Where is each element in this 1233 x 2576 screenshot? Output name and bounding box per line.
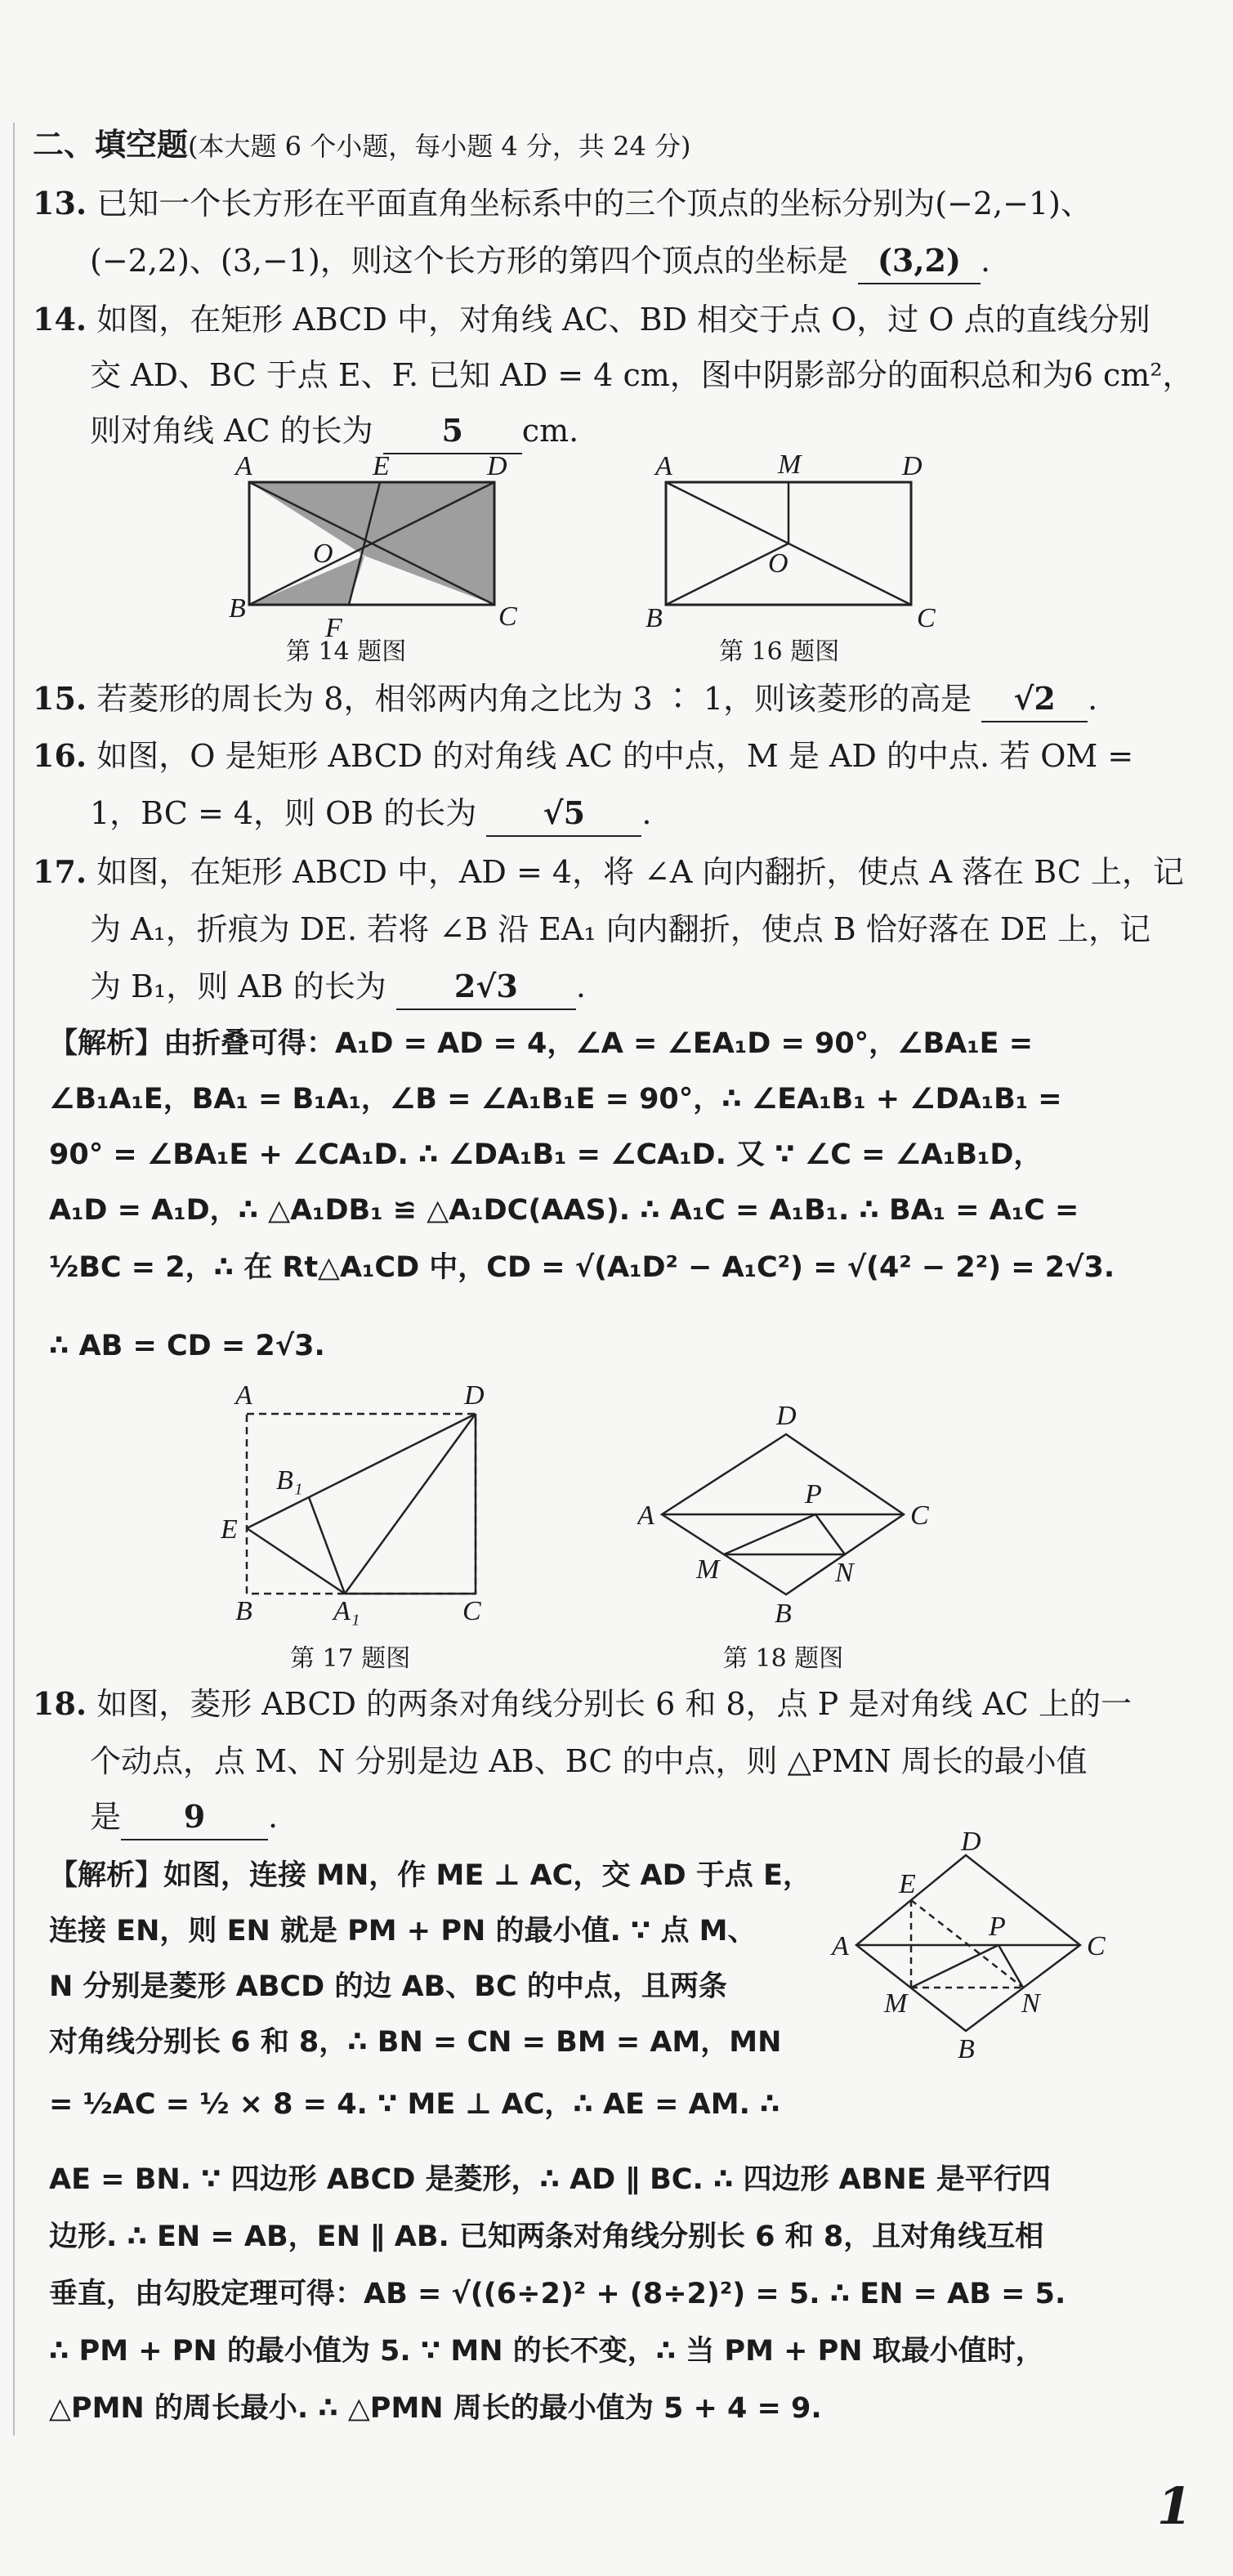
q17-line3: 为 B₁，则 AB 的长为 2√3 . xyxy=(90,964,586,1010)
fig17-caption: 第 17 题图 xyxy=(290,1644,411,1673)
fig14-label-C: C xyxy=(498,602,517,632)
fig18-label-N: N xyxy=(835,1558,854,1588)
q17-line1: 17. 如图，在矩形 ABCD 中，AD = 4，将 ∠A 向内翻折，使点 A 落在 BC 上，记 xyxy=(33,853,1184,890)
sol18-line8: 垂直，由勾股定理可得：AB = √((6÷2)² + (8÷2)²) = 5. ∴ EN = AB = 5. xyxy=(49,2278,1066,2310)
fig18b-label-B: B xyxy=(958,2034,975,2064)
fig18b-label-M: M xyxy=(884,1988,908,2019)
sol17-line2: ∠B₁A₁E，BA₁ = B₁A₁，∠B = ∠A₁B₁E = 90°，∴ ∠EA₁B₁ + ∠DA₁B₁ = xyxy=(49,1083,1062,1116)
figure-18-solution xyxy=(825,1831,1136,2068)
fig18-caption: 第 18 题图 xyxy=(723,1644,844,1673)
margin-rule xyxy=(13,123,15,2435)
fig14-label-A: A xyxy=(235,454,252,481)
fig17-label-A1: A₁ xyxy=(333,1596,360,1626)
fig16-label-O: O xyxy=(768,548,788,579)
sol18-line1: 【解析】如图，连接 MN，作 ME ⊥ AC，交 AD 于点 E， xyxy=(49,1859,811,1892)
fig16-label-B: B xyxy=(646,603,663,633)
fig18b-label-D: D xyxy=(961,1831,981,1857)
fig16-label-M: M xyxy=(778,454,802,480)
fig18-label-P: P xyxy=(805,1479,822,1509)
q14-line1: 14. 如图，在矩形 ABCD 中，对角线 AC、BD 相交于点 O，过 O 点的直线分别 xyxy=(33,301,1150,338)
sol18-line7: 边形. ∴ EN = AB，EN ∥ AB. 已知两条对角线分别长 6 和 8，且对角线互相 xyxy=(49,2220,1044,2253)
fig17-label-B: B xyxy=(235,1596,252,1626)
sol17-line1: 【解析】由折叠可得：A₁D = AD = 4，∠A = ∠EA₁D = 90°，∠BA₁E = xyxy=(49,1027,1034,1060)
sol17-line3: 90° = ∠BA₁E + ∠CA₁D. ∴ ∠DA₁B₁ = ∠CA₁D. 又 ∵ ∠C = ∠A₁B₁D， xyxy=(49,1138,1043,1171)
q18-answer: 9 xyxy=(121,1795,268,1840)
q16-line1: 16. 如图，O 是矩形 ABCD 的对角线 AC 的中点，M 是 AD 的中点. 若 OM = xyxy=(33,737,1134,774)
q13-answer: (3,2) xyxy=(858,239,981,284)
fig18-label-M: M xyxy=(696,1554,720,1585)
fig17-label-E: E xyxy=(221,1514,238,1545)
fig18-label-A: A xyxy=(637,1500,654,1531)
q14-answer: 5 xyxy=(383,409,522,454)
q18-line2: 个动点，点 M、N 分别是边 AB、BC 的中点，则 △PMN 周长的最小值 xyxy=(90,1743,1088,1779)
fig17-label-C: C xyxy=(462,1596,481,1626)
fig14-label-B: B xyxy=(229,593,246,624)
fig17-label-B1: B₁ xyxy=(276,1465,303,1496)
q16-answer: √5 xyxy=(486,791,641,837)
sol18-line9: ∴ PM + PN 的最小值为 5. ∵ MN 的长不变，∴ 当 PM + PN 取最小值时， xyxy=(49,2335,1044,2368)
sol18-line10: △PMN 的周长最小. ∴ △PMN 周长的最小值为 5 + 4 = 9. xyxy=(49,2392,822,2425)
fig17-label-A: A xyxy=(235,1381,252,1411)
fig18b-label-N: N xyxy=(1021,1988,1040,2019)
sol18-line3: N 分别是菱形 ABCD 的边 AB、BC 的中点，且两条 xyxy=(49,1970,727,2003)
fig18-label-D: D xyxy=(776,1401,797,1431)
sol17-line4: A₁D = A₁D，∴ △A₁DB₁ ≌ △A₁DC(AAS). ∴ A₁C = A₁B₁. ∴ BA₁ = A₁C = xyxy=(49,1194,1079,1227)
fig14-shade-bottom xyxy=(249,556,364,605)
sol17-line6: ∴ AB = CD = 2√3. xyxy=(49,1330,325,1362)
q15-line: 15. 若菱形的周长为 8，相邻两内角之比为 3 ∶ 1，则该菱形的高是 √2 . xyxy=(33,677,1097,722)
fig17-label-D: D xyxy=(464,1381,485,1411)
q13-line1: 13. 已知一个长方形在平面直角坐标系中的三个顶点的坐标分别为(−2,−1)、 xyxy=(33,185,1092,221)
figure-17 xyxy=(221,1381,515,1626)
figure-16 xyxy=(646,454,948,642)
q14-line2: 交 AD、BC 于点 E、F. 已知 AD = 4 cm，图中阴影部分的面积总和为6 cm²， xyxy=(90,357,1194,393)
fig14-label-F: F xyxy=(325,613,342,642)
page-number: 1 xyxy=(1156,2476,1192,2536)
figure-14 xyxy=(229,454,523,642)
fig14-label-D: D xyxy=(487,454,507,481)
sol18-line2: 连接 EN，则 EN 就是 PM + PN 的最小值. ∵ 点 M、 xyxy=(49,1915,757,1948)
section-heading: 二、填空题(本大题 6 个小题，每小题 4 分，共 24 分) xyxy=(33,126,691,163)
fig16-label-D: D xyxy=(902,454,923,481)
q17-answer: 2√3 xyxy=(396,964,576,1010)
sol18-line5: = ½AC = ½ × 8 = 4. ∵ ME ⊥ AC，∴ AE = AM. ∴ xyxy=(49,2088,780,2121)
fig18b-label-A: A xyxy=(832,1931,849,1961)
fig18b-label-P: P xyxy=(989,1912,1006,1942)
fig14-caption: 第 14 题图 xyxy=(286,637,407,666)
q14-line3: 则对角线 AC 的长为 5 cm. xyxy=(90,409,579,454)
fig16-label-C: C xyxy=(917,603,936,633)
q15-answer: √2 xyxy=(981,677,1088,722)
fig14-label-E: E xyxy=(373,454,390,481)
fig18b-label-C: C xyxy=(1087,1931,1106,1961)
sol17-line5: ½BC = 2，∴ 在 Rt△A₁CD 中，CD = √(A₁D² − A₁C²) = √(4² − 2²) = 2√3. xyxy=(49,1251,1115,1284)
q17-line2: 为 A₁，折痕为 DE. 若将 ∠B 沿 EA₁ 向内翻折，使点 B 恰好落在 DE 上，记 xyxy=(90,911,1151,947)
sol18-line6: AE = BN. ∵ 四边形 ABCD 是菱形，∴ AD ∥ BC. ∴ 四边形 ABNE 是平行四 xyxy=(49,2163,1051,2196)
fig18-label-C: C xyxy=(910,1500,929,1531)
q18-line3: 是 9 . xyxy=(90,1795,278,1840)
figure-18 xyxy=(637,1393,948,1626)
fig18b-label-E: E xyxy=(899,1869,916,1899)
q18-line1: 18. 如图，菱形 ABCD 的两条对角线分别长 6 和 8，点 P 是对角线 AC 上的一 xyxy=(33,1685,1132,1722)
q16-line2: 1，BC = 4，则 OB 的长为 √5 . xyxy=(90,791,651,837)
q13-line2: (−2,2)、(3,−1)，则这个长方形的第四个顶点的坐标是 (3,2) . xyxy=(90,239,990,284)
fig16-caption: 第 16 题图 xyxy=(719,637,840,666)
fig18-label-B: B xyxy=(775,1599,792,1626)
fig14-label-O: O xyxy=(313,539,333,569)
fig16-label-A: A xyxy=(655,454,672,481)
sol18-line4: 对角线分别长 6 和 8，∴ BN = CN = BM = AM，MN xyxy=(49,2026,782,2059)
fig14-shade-right xyxy=(364,482,494,605)
